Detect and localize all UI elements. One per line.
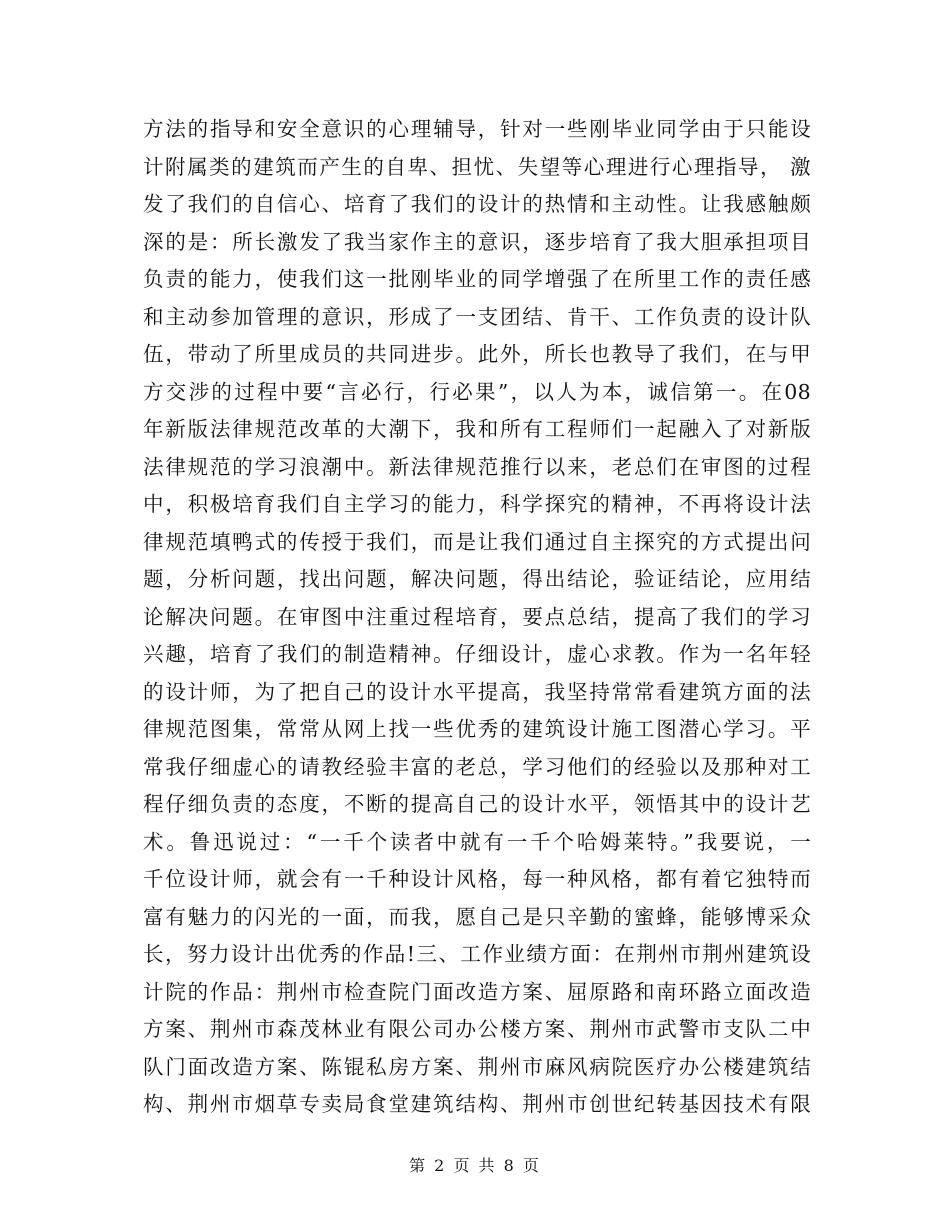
text-line: 计院的作品：荆州市检查院门面改造方案、屈原路和南环路立面改造 <box>143 979 811 1004</box>
text-line: 常我仔细虚心的请教经验丰富的老总，学习他们的经验以及那种对工 <box>143 754 811 779</box>
text-line: 千位设计师，就会有一千种设计风格，每一种风格，都有着它独特而 <box>143 867 811 891</box>
text-line: 构、荆州市烟草专卖局食堂建筑结构、荆州市创世纪转基因技术有限 <box>143 1092 811 1116</box>
text-line: 负责的能力，使我们这一批刚毕业的同学增强了在所里工作的责任感 <box>143 267 811 291</box>
text-line: 计附属类的建筑而产生的自卑、担忧、失望等心理进行心理指导， 激 <box>143 154 811 179</box>
text-line: 伍，带动了所里成员的共同进步。此外，所长也教导了我们，在与甲 <box>143 342 811 366</box>
text-line: 深的是：所长激发了我当家作主的意识，逐步培育了我大胆承担项目 <box>143 229 811 254</box>
text-line: 律规范图集，常常从网上找一些优秀的建筑设计施工图潜心学习。平 <box>143 717 811 741</box>
text-line: 论解决问题。在审图中注重过程培育，要点总结，提高了我们的学习 <box>143 604 811 629</box>
text-line: 方交涉的过程中要“言必行，行必果”，以人为本，诚信第一。在08 <box>143 379 811 404</box>
text-line: 富有魅力的闪光的一面，而我，愿自己是只辛勤的蜜蜂，能够博采众 <box>143 904 811 929</box>
text-line: 发了我们的自信心、培育了我们的设计的热情和主动性。让我感触颇 <box>143 192 811 216</box>
text-line: 方案、荆州市森茂林业有限公司办公楼方案、荆州市武警市支队二中 <box>143 1017 811 1041</box>
text-line: 方法的指导和安全意识的心理辅导，针对一些刚毕业同学由于只能设 <box>143 117 811 141</box>
body-text <box>143 111 811 1124</box>
text-line: 队门面改造方案、陈锟私房方案、荆州市麻风病院医疗办公楼建筑结 <box>143 1054 811 1079</box>
text-line: 法律规范的学习浪潮中。新法律规范推行以来，老总们在审图的过程 <box>143 454 811 479</box>
text-line: 长，努力设计出优秀的作品!三、工作业绩方面：在荆州市荆州建筑设 <box>143 942 811 966</box>
text-line: 术。鲁迅说过：“一千个读者中就有一千个哈姆莱特。”我要说，一 <box>143 829 811 854</box>
page-number-footer: 第 2 页 共 8 页 <box>409 1156 541 1175</box>
text-line: 的设计师，为了把自己的设计水平提高，我坚持常常看建筑方面的法 <box>143 679 811 704</box>
text-line: 和主动参加管理的意识，形成了一支团结、肯干、工作负责的设计队 <box>143 304 811 329</box>
text-line: 程仔细负责的态度，不断的提高自己的设计水平，领悟其中的设计艺 <box>143 792 811 816</box>
text-line: 题，分析问题，找出问题，解决问题，得出结论，验证结论，应用结 <box>143 567 811 591</box>
text-line: 年新版法律规范改革的大潮下，我和所有工程师们一起融入了对新版 <box>143 417 811 441</box>
text-line: 兴趣，培育了我们的制造精神。仔细设计，虚心求教。作为一名年轻 <box>143 642 811 666</box>
text-line: 律规范填鸭式的传授于我们，而是让我们通过自主探究的方式提出问 <box>143 529 811 554</box>
text-line: 中，积极培育我们自主学习的能力，科学探究的精神，不再将设计法 <box>143 492 811 516</box>
